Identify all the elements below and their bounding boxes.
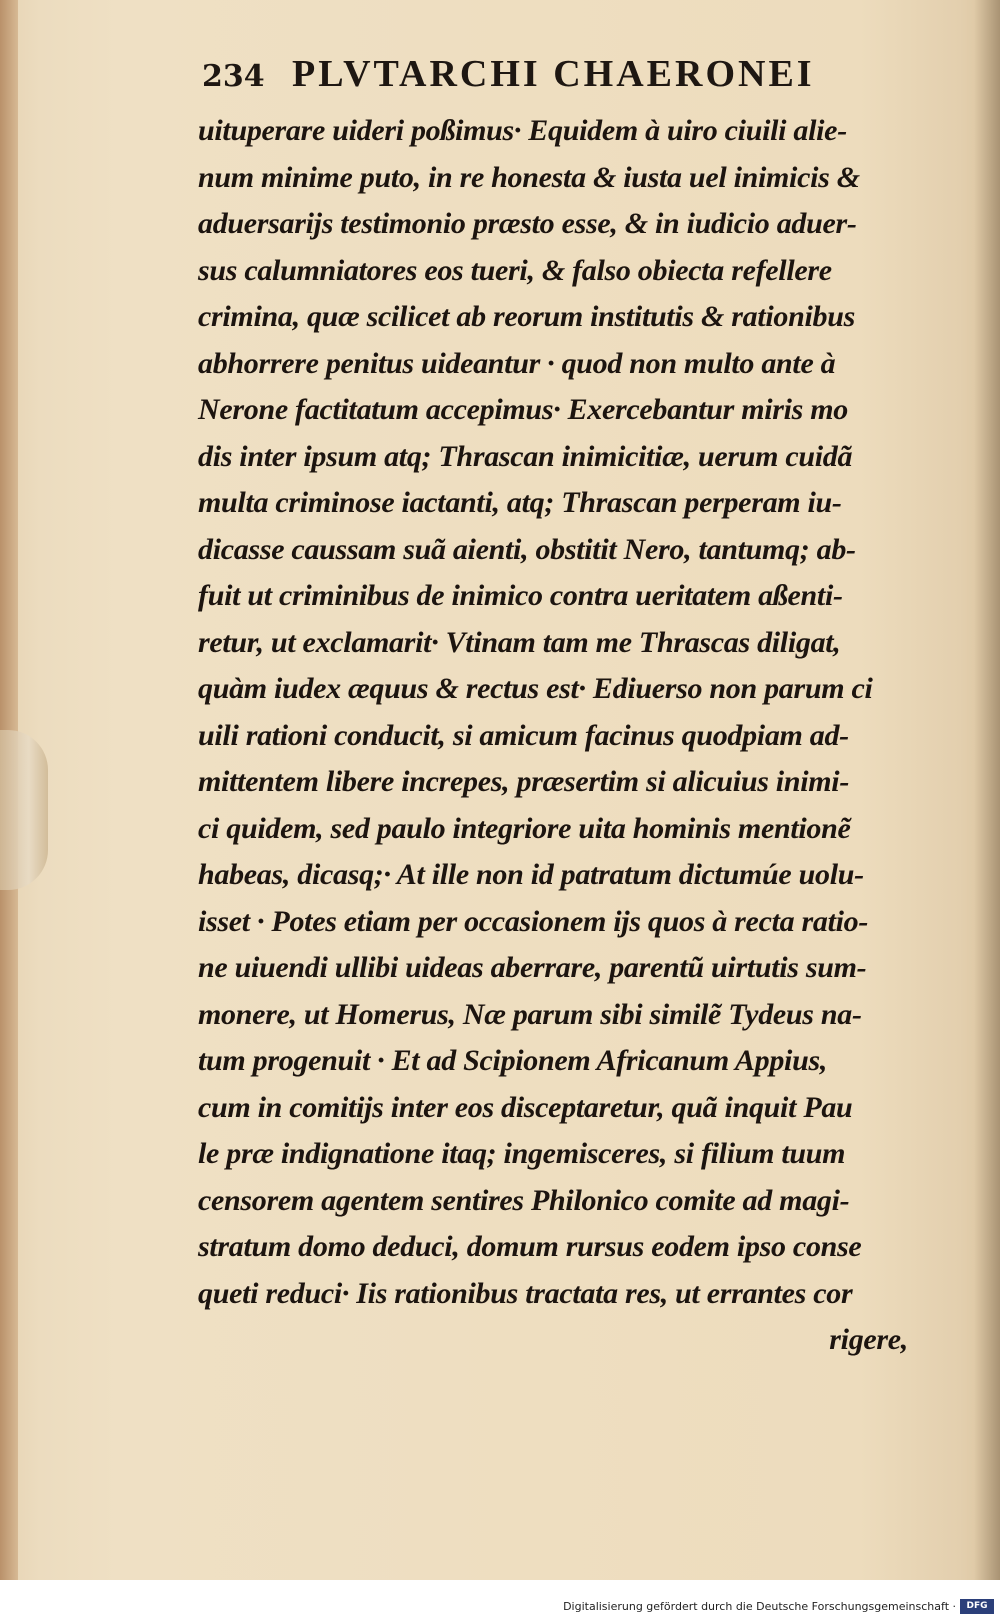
page-clip [0,730,48,890]
page-number: 234 [202,59,265,94]
text-line: ci quidem, sed paulo integriore uita hominis mentionẽ [198,811,851,845]
text-line: monere, ut Homerus, Næ parum sibi similẽ Tydeus na- [198,997,862,1031]
text-line: uituperare uideri poßimus· Equidem à uiro ciuili alie- [198,114,847,147]
text-line: quàm iudex æquus & rectus est· Ediuerso non parum ci [198,672,873,705]
body-text [198,108,938,1364]
text-line: dis inter ipsum atq; Thrascan inimicitiæ, uerum cuidã [198,439,853,473]
footer-credit: Digitalisierung gefördert durch die Deutsche Forschungsgemeinschaft · [563,1600,956,1613]
text-line: habeas, dicasq;· At ille non id patratum dictumúe uolu- [198,858,864,891]
text-line: aduersarijs testimonio præsto esse, & in iudicio aduer- [198,207,857,240]
text-line: uili rationi conducit, si amicum facinus quodpiam ad- [198,718,849,752]
text-line: cum in comitijs inter eos disceptaretur, quã inquit Pau [198,1090,853,1124]
text-line: num minime puto, in re honesta & iusta uel inimicis & [198,160,860,194]
text-line: multa criminose iactanti, atq; Thrascan perperam iu- [198,486,842,519]
dfg-logo: DFG [960,1599,994,1614]
text-line: fuit ut criminibus de inimico contra ueritatem aßenti- [198,579,843,612]
text-line: dicasse caussam suã aienti, obstitit Nero, tantumq; ab- [198,532,856,566]
text-line: mittentem libere increpes, præsertim si alicuius inimi- [198,765,850,798]
text-line: isset · Potes etiam per occasionem ijs quos à recta ratio- [198,904,869,938]
text-line: censorem agentem sentires Philonico comite ad magi- [198,1183,850,1217]
running-head: PLVTARCHI CHAERONEI [292,53,815,95]
text-line: crimina, quæ scilicet ab reorum institutis & rationibus [198,300,855,333]
text-line: sus calumniatores eos tueri, & falso obiecta refellere [198,253,832,287]
text-line: tum progenuit · Et ad Scipionem Africanum Appius, [198,1044,828,1077]
text-line: le præ indignatione itaq; ingemisceres, si filium tuum [198,1137,846,1170]
text-line: ne uiuendi ullibi uideas aberrare, parentũ uirtutis sum- [198,951,867,984]
page-header [202,52,882,102]
spine-shadow [974,0,1000,1580]
text-line: queti reduci· Iis rationibus tractata res, ut errantes cor [198,1276,853,1310]
catchword: rigere, [829,1323,908,1356]
text-line: abhorrere penitus uideantur · quod non multo ante à [198,346,836,380]
text-line: retur, ut exclamarit· Vtinam tam me Thrascas diligat, [198,625,841,659]
text-line: stratum domo deduci, domum rursus eodem ipso conse [198,1230,862,1263]
text-line: Nerone factitatum accepimus· Exercebantur miris mo [198,393,848,426]
